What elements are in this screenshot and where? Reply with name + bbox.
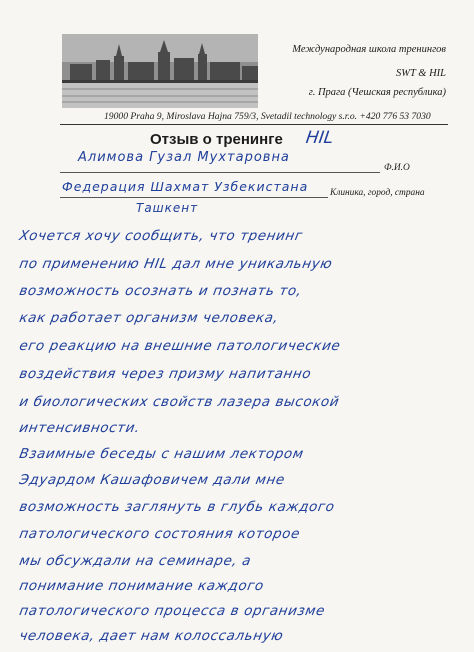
- name-value: Алимова Гузал Мухтаровна: [78, 150, 290, 165]
- review-line: патологического процесса в организме: [18, 603, 327, 619]
- name-underline: [60, 172, 380, 173]
- review-line: возможность осознать и познать то,: [18, 283, 304, 299]
- review-line: Хочется хочу сообщить, что тренинг: [18, 228, 305, 244]
- review-line: патологического состояния которое: [18, 526, 302, 542]
- form-title: Отзыв о тренинге: [150, 131, 283, 148]
- review-line: человека, дает нам колоссальную: [18, 628, 285, 644]
- review-line: Взаимные беседы с нашим лектором: [18, 446, 306, 462]
- clinic-underline: [60, 197, 328, 198]
- clinic-value: Федерация Шахмат Узбекистана: [62, 179, 309, 194]
- brand-name: SWT & HIL: [396, 68, 446, 79]
- city-value: Ташкент: [136, 201, 199, 215]
- review-line: интенсивности.: [18, 420, 142, 436]
- school-name: Международная школа тренингов: [292, 44, 446, 55]
- prague-skyline-photo: [62, 34, 258, 108]
- review-line: возможность заглянуть в глубь каждого: [18, 499, 336, 515]
- review-line: воздействия через призму напитанно: [18, 366, 313, 382]
- letterhead-divider: [60, 124, 448, 125]
- review-line: понимание понимание каждого: [18, 578, 266, 594]
- clinic-label: Клиника, город, страна: [330, 188, 425, 198]
- city-line: г. Прага (Чешская республика): [308, 87, 446, 98]
- review-line: как работает организм человека,: [18, 310, 280, 326]
- review-line: его реакцию на внешние патологические: [18, 338, 342, 354]
- form-title-handwritten: HIL: [304, 128, 335, 148]
- fio-label: Ф.И.О: [384, 163, 410, 173]
- address-line: 19000 Praha 9, Miroslava Hajna 759/3, Svetadil technology s.r.o. +420 776 53 7030: [104, 111, 431, 122]
- review-line: и биологических свойств лазера высокой: [18, 394, 341, 410]
- review-line: мы обсуждали на семинаре, а: [18, 553, 253, 569]
- review-line: по применению HIL дал мне уникальную: [18, 256, 334, 272]
- review-line: Эдуардом Кашафовичем дали мне: [18, 472, 287, 488]
